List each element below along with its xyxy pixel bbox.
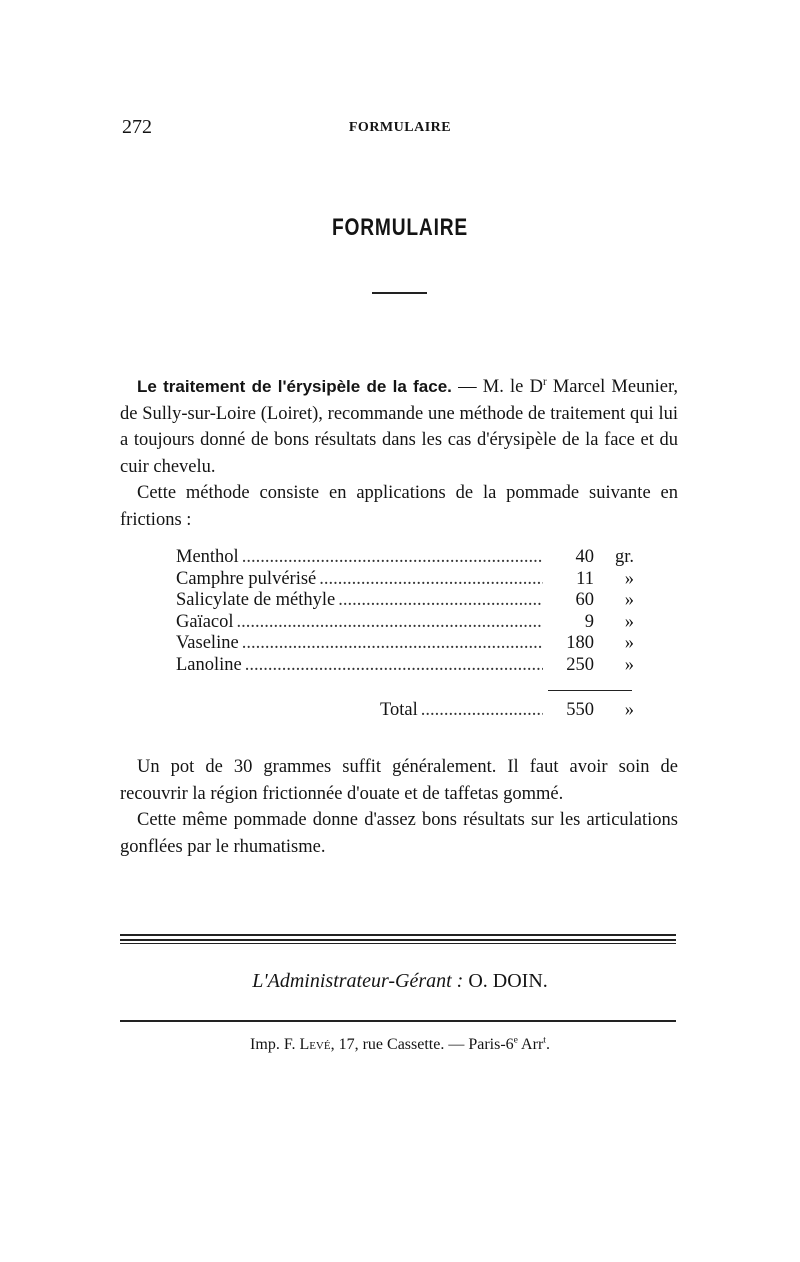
total-dots	[421, 697, 543, 723]
article-title: Le traitement de l'érysipèle de la face.	[137, 377, 452, 396]
title-rule	[372, 292, 427, 294]
ingredient-dots	[237, 612, 543, 634]
running-head: FORMULAIRE	[348, 120, 452, 135]
ingredient-qty: 40	[575, 547, 594, 567]
ingredient-row	[176, 633, 638, 655]
ingredient-name: Gaïacol	[176, 611, 234, 632]
ingredient-dots	[242, 633, 543, 655]
ingredient-row	[176, 547, 638, 569]
footer-double-rule	[120, 934, 676, 944]
ingredient-qty: 9	[584, 611, 594, 632]
admin-name: O. DOIN.	[468, 970, 548, 992]
ingredient-dots	[319, 569, 543, 591]
closing-body	[120, 754, 678, 860]
page-number: 272	[122, 116, 152, 138]
ingredient-qty: 11	[576, 568, 594, 589]
ingredient-name: Camphre pulvérisé	[176, 568, 317, 589]
closing-paragraph-1: Un pot de 30 grammes suffit généralement. Il faut avoir soin de recouvrir la région frictionnée d'ouate et de taffetas gommé.	[120, 757, 678, 804]
article-paragraph-1	[120, 374, 678, 480]
closing-paragraph-2: Cette même pommade donne d'assez bons résultats sur les articulations gonflées par le rhumatisme.	[120, 810, 678, 857]
ingredient-dots	[245, 655, 543, 677]
ingredient-qty: 60	[575, 590, 594, 611]
bottom-rule	[120, 1020, 676, 1022]
ingredient-unit: »	[624, 611, 634, 632]
imprint-sup-1: e	[513, 1034, 518, 1046]
ingredient-row	[176, 612, 638, 634]
imprint-name: Levé	[299, 1036, 331, 1053]
ingredient-qty: 180	[566, 633, 594, 654]
article-paragraph-2: Cette méthode consiste en applications de la pommade suivante en frictions :	[120, 483, 678, 530]
total-label: Total	[380, 700, 418, 720]
article-body	[120, 374, 678, 533]
ingredient-unit: »	[624, 654, 634, 675]
ingredient-name: Menthol	[176, 547, 239, 567]
imprint-end: .	[545, 1036, 550, 1053]
ingredient-dots	[338, 590, 543, 612]
imprint-arr: Arr	[517, 1036, 544, 1053]
total-row	[380, 697, 638, 723]
ingredient-unit: »	[624, 568, 634, 589]
ingredient-name: Salicylate de méthyle	[176, 590, 336, 611]
imprint-sup-2: t	[543, 1034, 546, 1046]
sum-rule	[548, 690, 632, 691]
article-lead: — M. le D	[451, 377, 543, 397]
main-title: FORMULAIRE	[332, 214, 468, 241]
admin-role: L'Administrateur-Gérant :	[252, 970, 464, 992]
ingredient-name: Vaseline	[176, 633, 239, 654]
ingredient-dots	[242, 547, 543, 569]
imprint-mid: , 17, rue Cassette. — Paris-6	[330, 1036, 514, 1053]
ingredient-unit: »	[624, 633, 634, 654]
ingredient-row	[176, 655, 638, 677]
administrator-line	[0, 970, 800, 993]
imprint-line	[0, 1036, 800, 1054]
article-paragraph-1-text: Marcel Meunier, de Sully-sur-Loire (Loiret), recommande une méthode de traitement qui lui a toujours donné de bons résultats dans les cas d'érysipèle de la face et du cuir chevelu.	[120, 377, 678, 477]
imprint-prefix: Imp. F.	[250, 1036, 300, 1053]
total-qty: 550	[566, 700, 594, 720]
article-lead-sup: r	[542, 375, 547, 388]
recipe-table	[176, 547, 638, 677]
ingredient-row	[176, 569, 638, 591]
ingredient-name: Lanoline	[176, 654, 242, 675]
ingredient-unit: »	[624, 590, 634, 611]
ingredient-row	[176, 590, 638, 612]
ingredient-unit: gr.	[614, 547, 634, 567]
total-unit: »	[624, 700, 634, 720]
ingredient-qty: 250	[566, 654, 594, 675]
